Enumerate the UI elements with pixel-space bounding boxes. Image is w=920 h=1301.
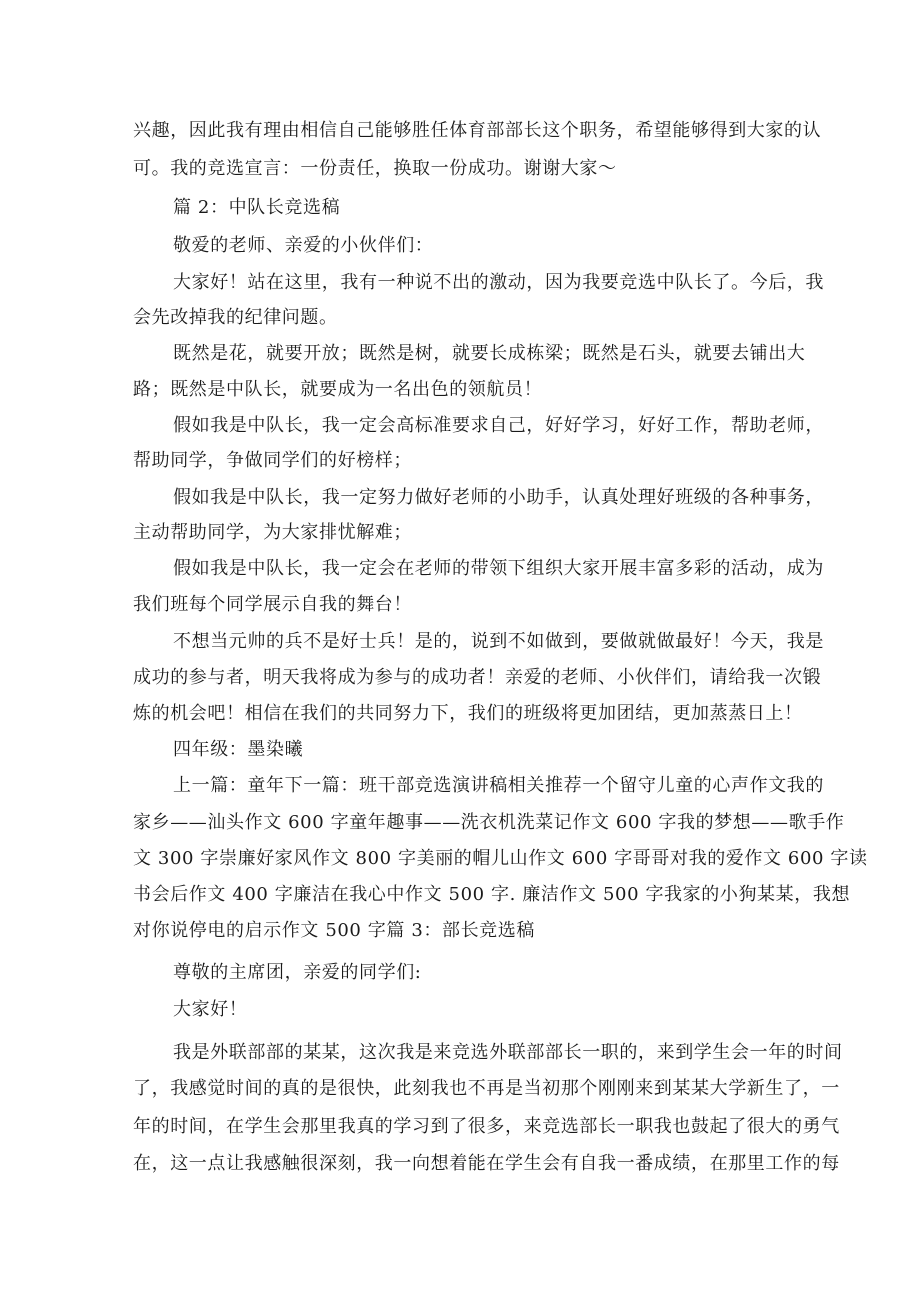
related-links-line: 上一篇：童年下一篇：班干部竞选演讲稿相关推荐一个留守儿童的心声作文我的 (173, 775, 824, 796)
text-line: 成功的参与者，明天我将成为参与的成功者！亲爱的老师、小伙伴们，请给我一次锻 (133, 667, 822, 688)
related-links-line: 对你说停电的启示作文 500 字篇 3：部长竞选稿 (133, 920, 535, 941)
text-line: 主动帮助同学，为大家排忧解难； (133, 522, 412, 543)
text-line: 路；既然是中队长，就要成为一名出色的领航员！ (133, 379, 543, 400)
text-line: 假如我是中队长，我一定会高标准要求自己，好好学习，好好工作，帮助老师， (173, 415, 824, 436)
text-line: 了，我感觉时间的真的是很快，此刻我也不再是当初那个刚刚来到某某大学新生了，一 (133, 1078, 840, 1099)
text-line: 我们班每个同学展示自我的舞台！ (133, 594, 412, 615)
text-line: 在，这一点让我感触很深刻，我一向想着能在学生会有自我一番成绩，在那里工作的每 (133, 1153, 840, 1174)
text-line: 假如我是中队长，我一定努力做好老师的小助手，认真处理好班级的各种事务， (173, 487, 824, 508)
salutation: 敬爱的老师、亲爱的小伙伴们： (173, 235, 434, 256)
text-line: 我是外联部部的某某，这次我是来竞选外联部部长一职的，来到学生会一年的时间 (173, 1042, 843, 1063)
text-line: 可。我的竞选宣言：一份责任，换取一份成功。谢谢大家～ (133, 158, 617, 179)
text-line: 炼的机会吧！相信在我们的共同努力下，我们的班级将更加团结，更加蒸蒸日上！ (133, 703, 803, 724)
related-links-line: 家乡——汕头作文 600 字童年趣事——洗衣机洗菜记作文 600 字我的梦想——歌手作 (133, 812, 845, 833)
greeting: 大家好！ (173, 999, 248, 1020)
text-line: 不想当元帅的兵不是好士兵！是的，说到不如做到，要做就做最好！今天，我是 (173, 631, 824, 652)
section-heading: 篇 2：中队长竞选稿 (173, 197, 341, 218)
text-line: 大家好！站在这里，我有一种说不出的激动，因为我要竞选中队长了。今后，我 (173, 272, 824, 293)
related-links-line: 文 300 字崇廉好家风作文 800 字美丽的帽儿山作文 600 字哥哥对我的爱作文 600 字读 (133, 848, 868, 869)
text-line: 兴趣，因此我有理由相信自己能够胜任体育部部长这个职务，希望能够得到大家的认 (133, 120, 822, 141)
text-line: 年的时间，在学生会那里我真的学习到了很多，来竞选部长一职我也鼓起了很大的勇气 (133, 1116, 840, 1137)
author-line: 四年级：墨染曦 (173, 739, 304, 760)
text-line: 会先改掉我的纪律问题。 (133, 307, 338, 328)
text-line: 帮助同学，争做同学们的好榜样； (133, 450, 412, 471)
text-line: 假如我是中队长，我一定会在老师的带领下组织大家开展丰富多彩的活动，成为 (173, 558, 824, 579)
text-line: 既然是花，就要开放；既然是树，就要长成栋梁；既然是石头，就要去铺出大 (173, 343, 806, 364)
related-links-line: 书会后作文 400 字廉洁在我心中作文 500 字. 廉洁作文 500 字我家的小狗某某，我想 (133, 884, 851, 905)
salutation: 尊敬的主席团，亲爱的同学们: (173, 962, 422, 983)
